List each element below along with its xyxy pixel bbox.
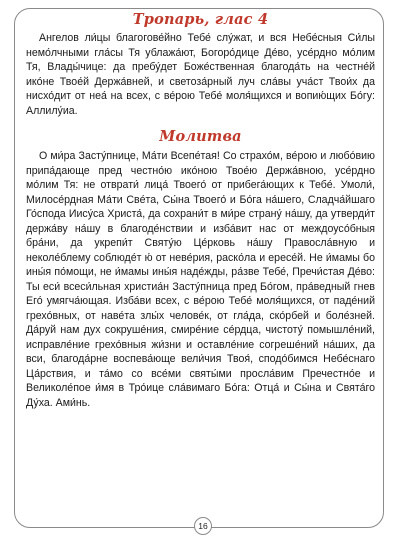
- prayer-text: О ми́ра Засту́пнице, Ма́ти Всепе́тая! Со страхо́м, ве́рою и любо́вию припа́дающе пред честно́ю ико́ною Твое́ю Держа́вною, усе́рдно мо́лим Тя: не отврати́ лица́ Твоего́ от прибега́ющих к Тебе́. Умоли́, Милосе́рдная Ма́ти Све́та, Сы́на Твоего́ и Бо́га на́шего, Сладча́йшаго Го́спода Иису́са Христа́, да сохрани́т в ми́ре страну́ на́шу, да утверди́т держа́ву на́шу в благоде́нствии и изба́вит нас от междоусо́бныя бра́ни, да укрепи́т Святу́ю Це́рковь на́шу Правосла́вную и неколе́блему соблюде́т ю́ от неве́рия, раско́ла и ересе́й. Не и́мамы бо ины́я по́мощи, не и́мамы ины́я наде́жды, ра́зве Тебе́, Пречи́стая Де́во: Ты еси́ всеси́льная христиа́н Засту́пница пред Бо́гом, пра́ведный гнев Его́ умягча́ющая. Изба́ви всех, с ве́рою Тебе́ моля́щихся, от паде́ний грехо́вных, от наве́та злы́х челове́к, от гла́да, ско́рбей и боле́зней. Да́руй нам дух сокруше́ния, смире́ние се́рдца, чистоту́ помышле́ний, исправле́ние грехо́вныя жи́зни и оставле́ние согреше́ний на́ших, да вси, благода́рне воспева́юще вели́чия Твоя́, сподо́бимся Небе́снаго Ца́рствия, и та́мо со все́ми святы́ми просла́вим Пречестно́е и Великоле́пое и́мя в Тро́ице сла́вимаго Бо́га: Отца́ и Сы́на и Свята́го Ду́ха. Ами́нь.: [26, 150, 375, 409]
- page-content: [26, 11, 375, 410]
- prayer-heading: Молитва: [159, 128, 242, 145]
- troparion-heading: Тропарь, глас 4: [132, 11, 269, 28]
- page-number: 16: [194, 517, 212, 535]
- troparion-text: Ангелов ли́цы благогове́йно Тебе́ слу́жат, и вся Небе́сныя Си́лы немо́лчными гла́сы Тя ублажа́ют, Богоро́дице Де́во, усе́рдно мо́лим Тя, Влады́чице: да пребу́дет Боже́ственная благода́ть на честне́й ико́не Твое́й Держа́вней, и светоза́рный луч сла́вы уча́ст Твои́х да нисхо́дит от неа́ на всех, с ве́рою Тебе́ моля́щихся и вопию́щих Бо́гу: Аллилу́иа.: [26, 32, 375, 117]
